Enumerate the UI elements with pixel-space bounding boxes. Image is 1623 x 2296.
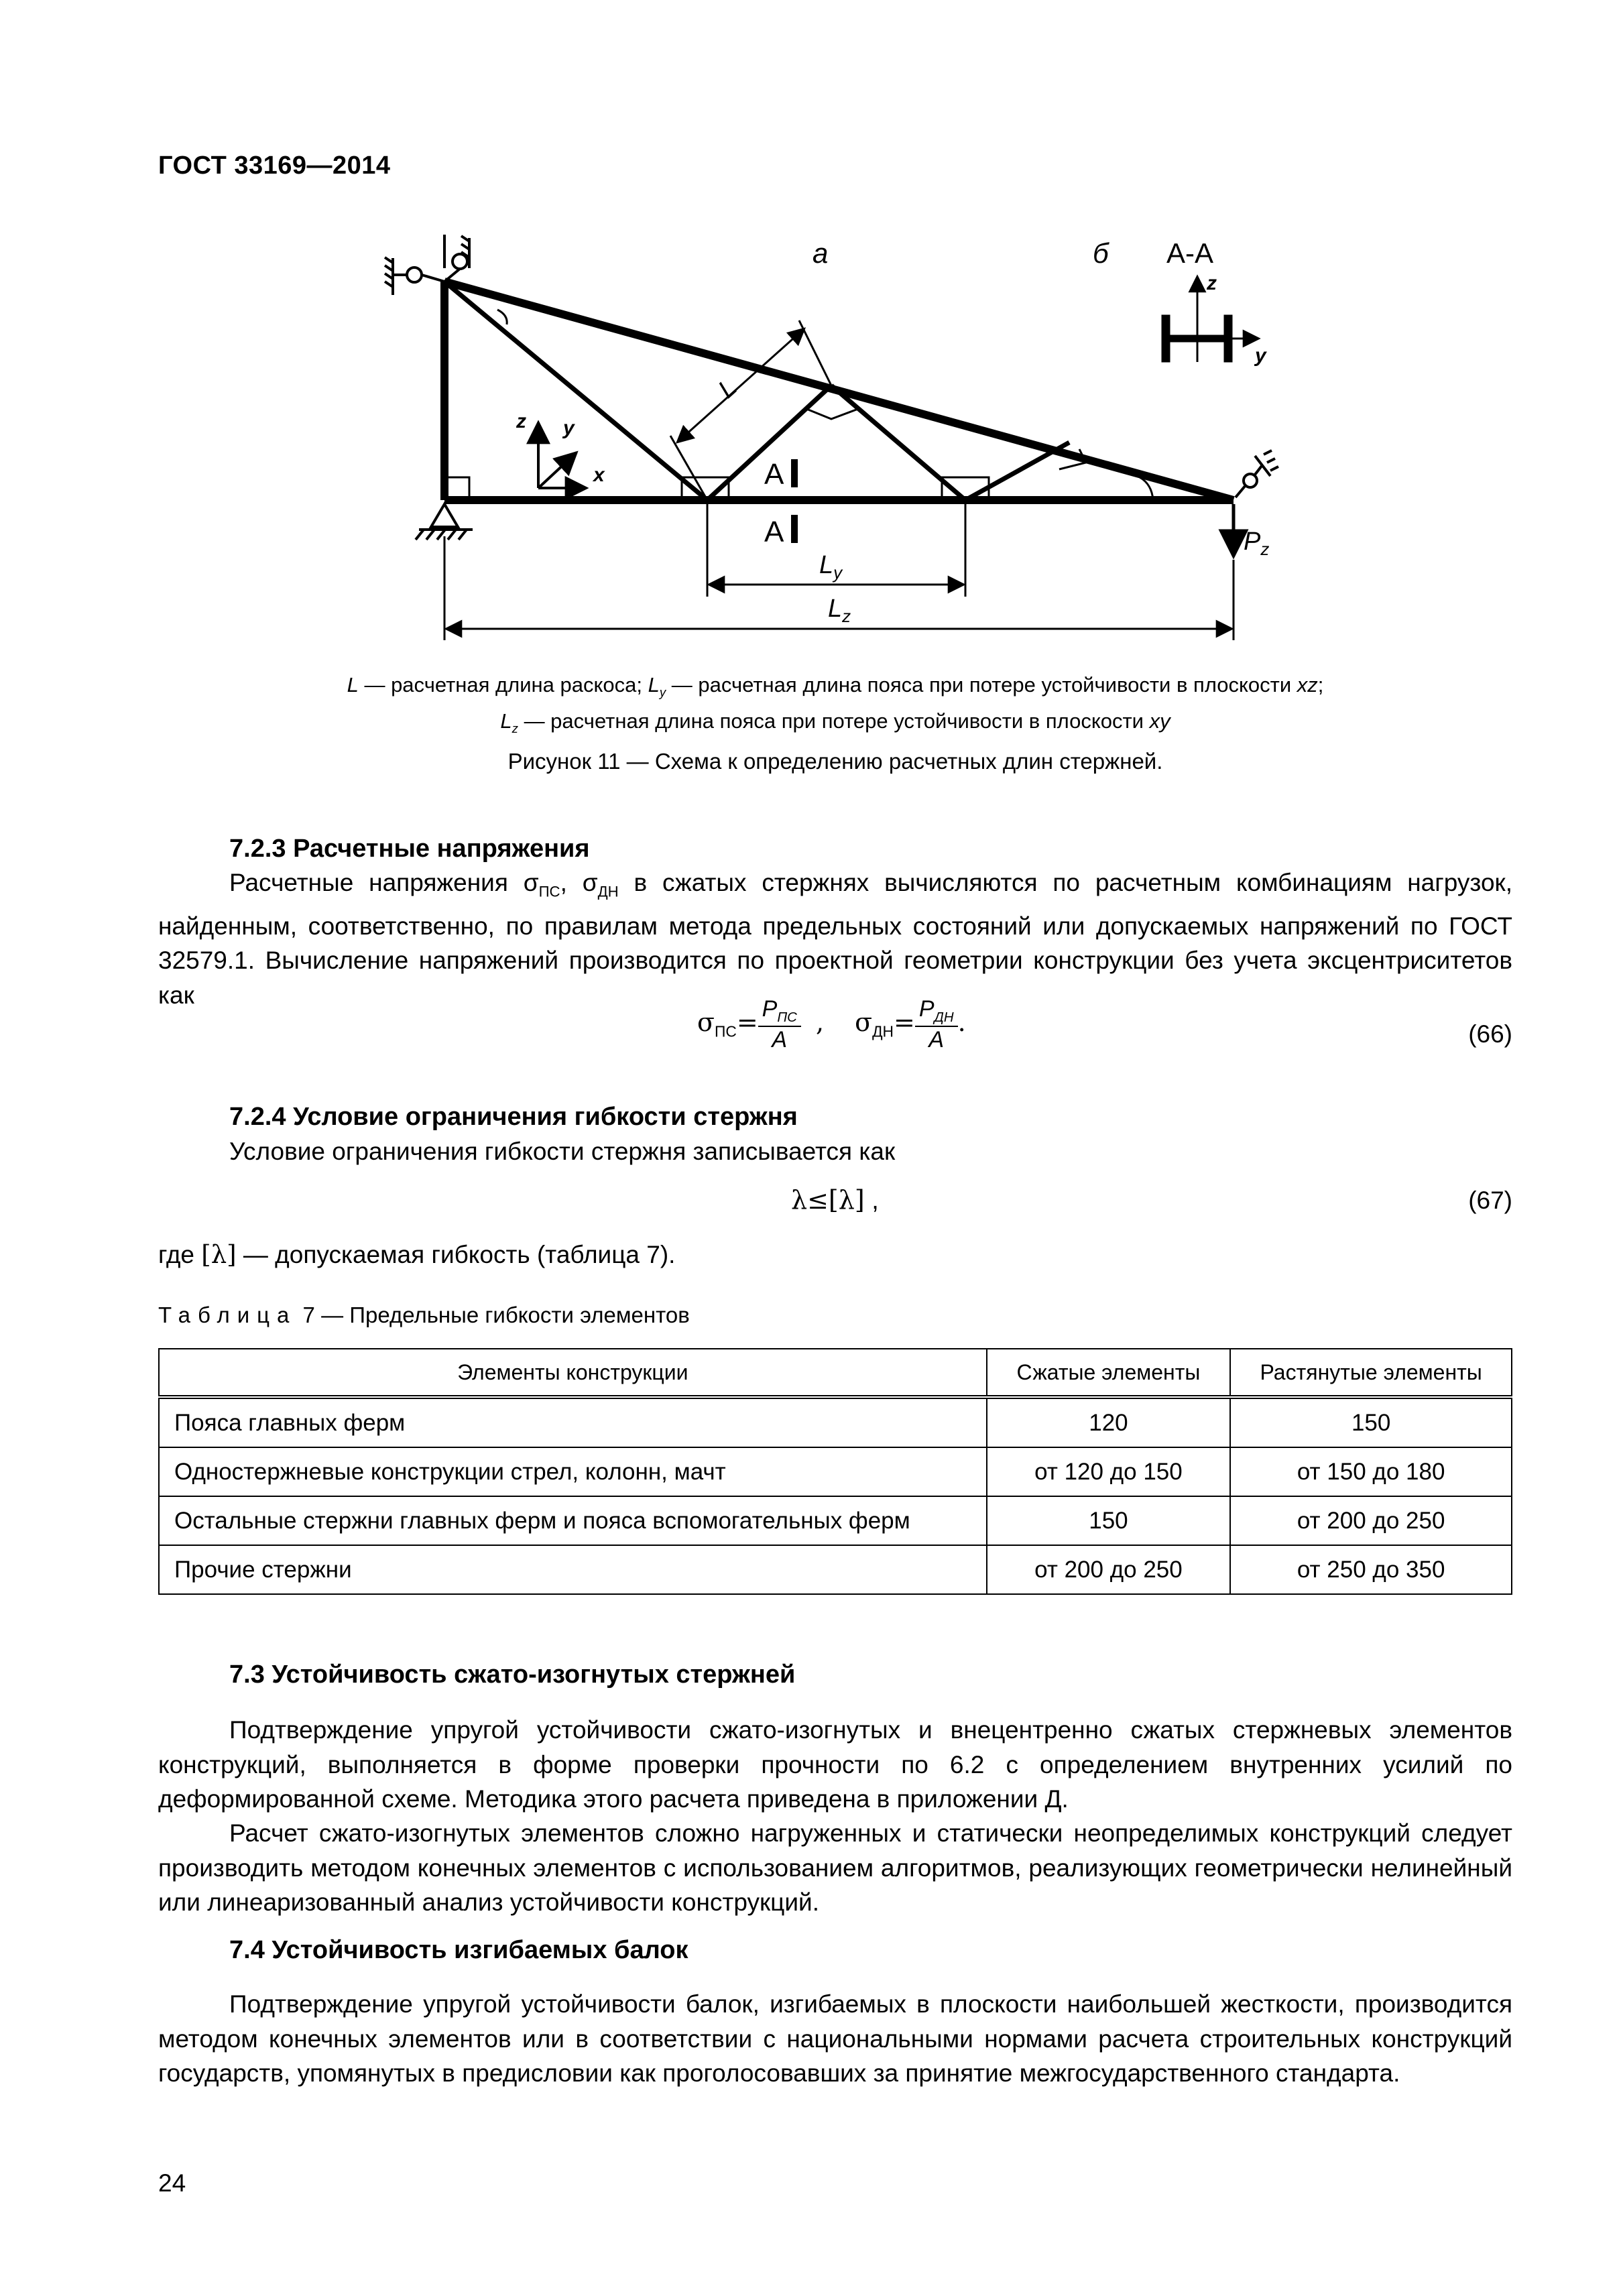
table-cell: Прочие стержни	[159, 1545, 987, 1594]
table-row	[159, 1545, 1512, 1594]
paragraph-where: где [λ] — допускаемая гибкость (таблица 7).	[158, 1240, 676, 1269]
equation-67: λ≤[λ] ,	[791, 1185, 879, 1215]
heading-7-2-4: 7.2.4 Условие ограничения гибкости стержня	[229, 1103, 798, 1131]
heading-7-3: 7.3 Устойчивость сжато-изогнутых стержней	[229, 1660, 796, 1689]
table-cell: 120	[987, 1397, 1231, 1447]
equation-66-number: (66)	[1468, 1020, 1512, 1048]
diagonal-3	[831, 385, 965, 500]
heading-7-4: 7.4 Устойчивость изгибаемых балок	[229, 1936, 688, 1964]
table-cell: 150	[1230, 1397, 1512, 1447]
dimension-Ly-label: $L_y$	[819, 551, 843, 583]
table-caption: Таблица 7 — Предельные гибкости элементов	[158, 1303, 690, 1327]
table-header-cell: Элементы конструкции	[159, 1349, 987, 1397]
force-label: $P_z$	[1244, 528, 1270, 559]
table-cell: от 250 до 350	[1230, 1545, 1512, 1594]
right-support	[1236, 450, 1278, 497]
dimension-Lz	[444, 536, 1234, 640]
section-mark-bottom: А	[764, 516, 784, 548]
axis-y-label: y	[563, 417, 575, 439]
right-angle-marks	[444, 310, 1153, 500]
figure-legend: L — расчетная длина раскоса; $L_y$ — расчетная длина пояса при потере устойчивости в плоскости xz; $L_z$ — расчетная длина пояса при потере устойчивости в плоскости xy	[347, 673, 1324, 736]
table-cell: от 200 до 250	[1230, 1496, 1512, 1545]
table-limit-slenderness	[158, 1348, 1512, 1595]
table-cell: от 150 до 180	[1230, 1447, 1512, 1496]
table-row	[159, 1447, 1512, 1496]
document-id: ГОСТ 33169—2014	[158, 152, 391, 180]
table-cell: Одностержневые конструкции стрел, колонн, мачт	[159, 1447, 987, 1496]
table-header-row	[159, 1349, 1512, 1397]
diagonal-4	[965, 442, 1069, 500]
paragraph-7-3-1: Подтверждение упругой устойчивости сжато-изогнутых и внецентренно сжатых стержневых элементов конструкций, выполняется в форме проверки прочности по 6.2 с определением внутренних усилий по деформированной схеме. Методика этого расчета приведена в приложении Д.	[158, 1716, 1512, 1813]
section-title: А-А	[1166, 237, 1214, 269]
paragraph-7-3-2: Расчет сжато-изогнутых элементов сложно нагруженных и статически неопределимых конструкций следует производить методом конечных элементов с использованием алгоритмов, реализующих геометрически нелинейный или линеаризованный анализ устойчивости конструкций.	[158, 1819, 1512, 1916]
section-axis-z: z	[1207, 272, 1217, 294]
table-cell: Пояса главных ферм	[159, 1397, 987, 1447]
paragraph-7-2-4: Условие ограничения гибкости стержня записывается как	[229, 1138, 896, 1165]
table-row	[159, 1397, 1512, 1447]
heading-7-2-3: 7.2.3 Расчетные напряжения	[229, 835, 590, 863]
paragraph-7-4: Подтверждение упругой устойчивости балок, изгибаемых в плоскости наибольшей жесткости, производится методом конечных элементов или в соответствии с национальными нормами расчета строительных конструкций государств, упомянутых в предисловии как проголосовавших за принятие межгосударственного стандарта.	[158, 1990, 1512, 2087]
truss-diagram	[0, 0, 1623, 657]
page-number: 24	[158, 2169, 186, 2197]
table-cell: от 200 до 250	[987, 1545, 1231, 1594]
local-axes	[538, 422, 587, 488]
table-cell: 150	[987, 1496, 1231, 1545]
table-cell: Остальные стержни главных ферм и пояса вспомогательных ферм	[159, 1496, 987, 1545]
table-cell: от 120 до 150	[987, 1447, 1231, 1496]
dimension-Lz-label: $L_z$	[828, 595, 851, 626]
section-mark-top: А	[764, 458, 784, 491]
truss-members	[444, 282, 1234, 500]
table-header-cell: Растянутые элементы	[1230, 1349, 1512, 1397]
dimension-L-label: L	[713, 373, 743, 404]
axis-x-label: x	[593, 464, 605, 486]
left-support-bottom	[416, 504, 473, 540]
section-axis-y: y	[1255, 345, 1266, 367]
table-row	[159, 1496, 1512, 1545]
equation-66: $\sigma_{ПС}=$ $\frac{P_{ПС}}{A}$ , $\sigma_{ДН}=$ $\frac{P_{ДН}}{A}$ .	[697, 996, 966, 1052]
table-header-cell: Сжатые элементы	[987, 1349, 1231, 1397]
figure-label-a: а	[813, 237, 829, 269]
paragraph-7-2-3: Расчетные напряжения $\sigma_{ПС}$, $\sigma_{ДН}$ в сжатых стержнях вычисляются по расчетным комбинациям нагрузок, найденным, соответственно, по правилам метода предельных состояний или допускаемых напряжений по ГОСТ 32579.1. Вычисление напряжений производится по проектной геометрии конструкции без учета эксцентриситетов как	[158, 869, 1513, 1009]
equation-67-number: (67)	[1468, 1187, 1512, 1214]
dimension-Ly	[707, 504, 965, 597]
figure-label-b: б	[1093, 237, 1109, 269]
axis-z-label: z	[516, 410, 526, 432]
figure-caption: Рисунок 11 — Схема к определению расчетных длин стержней.	[507, 749, 1163, 774]
